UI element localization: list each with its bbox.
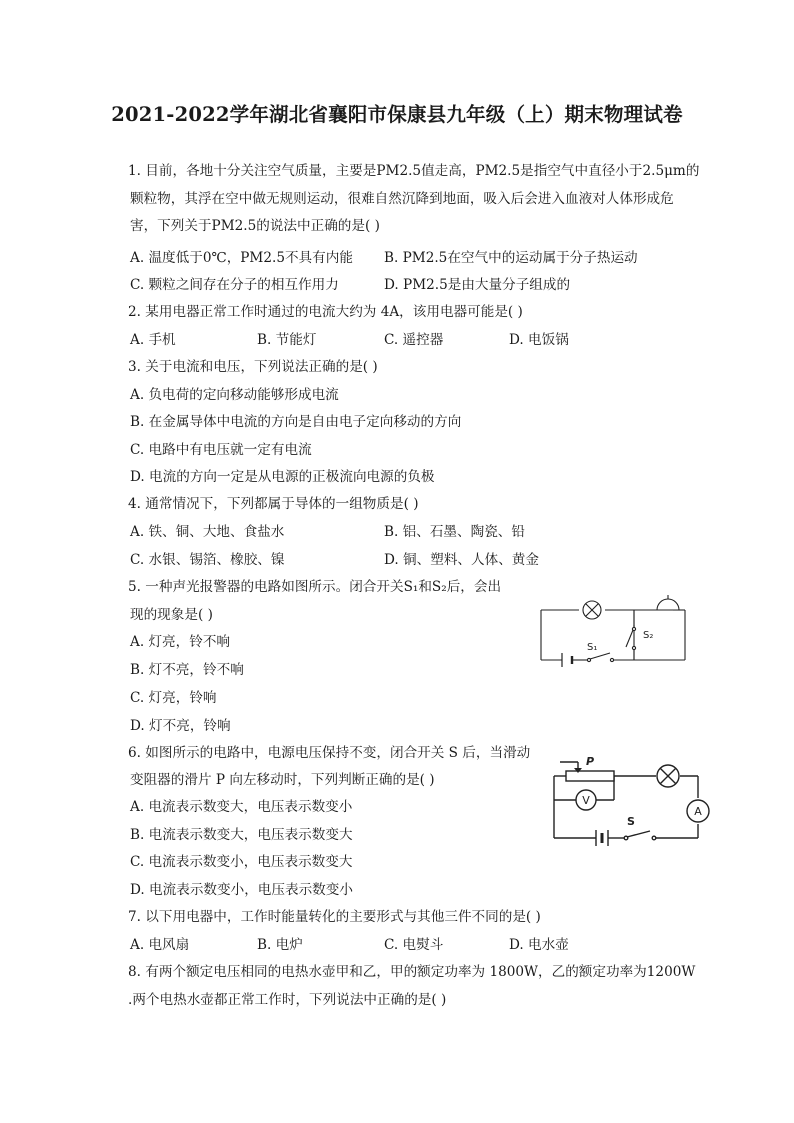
battery-icon bbox=[596, 830, 608, 846]
rheostat-icon bbox=[566, 771, 614, 781]
q6-stem-line1: 6. 如图所示的电路中，电源电压保持不变，闭合开关 S 后，当滑动 bbox=[128, 745, 531, 761]
lamp-icon bbox=[657, 765, 679, 787]
q1-stem-line1: 1. 目前，各地十分关注空气质量，主要是PM2.5值走高，PM2.5是指空气中直径小于2.5μm的 bbox=[128, 163, 700, 179]
q4-stem-line1: 4. 通常情况下，下列都属于导体的一组物质是( ) bbox=[128, 496, 419, 512]
q3-option-a: A. 负电荷的定向移动能够形成电流 bbox=[130, 387, 339, 403]
q3-option-b: B. 在金属导体中电流的方向是自由电子定向移动的方向 bbox=[130, 414, 462, 430]
q5-option-c: C. 灯亮，铃响 bbox=[130, 690, 217, 706]
q5-option-d: D. 灯不亮，铃响 bbox=[130, 718, 231, 734]
label-a: A bbox=[694, 805, 702, 818]
q5-option-a: A. 灯亮，铃不响 bbox=[130, 634, 231, 650]
q5-circuit-figure bbox=[535, 590, 695, 670]
bell-icon bbox=[657, 595, 679, 610]
q7-option-a: A. 电风扇 bbox=[130, 937, 190, 953]
q4-option-a: A. 铁、铜、大地、食盐水 bbox=[130, 524, 285, 540]
q2-option-d: D. 电饭锅 bbox=[509, 332, 569, 348]
lamp-icon bbox=[583, 601, 601, 619]
q1-option-c: C. 颗粒之间存在分子的相互作用力 bbox=[130, 277, 339, 293]
q2-stem-line1: 2. 某用电器正常工作时通过的电流大约为 4A，该用电器可能是( ) bbox=[128, 304, 523, 320]
q8-stem-line1: 8. 有两个额定电压相同的电热水壶甲和乙，甲的额定功率为 1800W，乙的额定功率为1200W bbox=[128, 964, 696, 980]
q6-option-b: B. 电流表示数变大，电压表示数变大 bbox=[130, 827, 353, 843]
q3-option-d: D. 电流的方向一定是从电源的正极流向电源的负极 bbox=[130, 469, 435, 485]
q7-option-b: B. 电炉 bbox=[257, 937, 303, 953]
q3-option-c: C. 电路中有电压就一定有电流 bbox=[130, 442, 312, 458]
switch-s-icon bbox=[624, 831, 656, 840]
q1-stem-line3: 害，下列关于PM2.5的说法中正确的是( ) bbox=[130, 218, 380, 234]
q6-circuit-figure bbox=[550, 752, 720, 852]
q2-option-b: B. 节能灯 bbox=[257, 332, 317, 348]
q1-option-d: D. PM2.5是由大量分子组成的 bbox=[384, 277, 571, 293]
q5-stem-line2: 现的现象是( ) bbox=[130, 607, 213, 623]
q1-option-b: B. PM2.5在空气中的运动属于分子热运动 bbox=[384, 250, 638, 266]
label-s2: S₂ bbox=[643, 630, 654, 641]
q4-option-c: C. 水银、锡箔、橡胶、镍 bbox=[130, 552, 285, 568]
label-s1: S₁ bbox=[587, 642, 598, 653]
ammeter-icon bbox=[687, 800, 709, 822]
q4-option-b: B. 铝、石墨、陶瓷、铅 bbox=[384, 524, 525, 540]
q5-option-b: B. 灯不亮，铃不响 bbox=[130, 662, 244, 678]
q7-stem-line1: 7. 以下用电器中，工作时能量转化的主要形式与其他三件不同的是( ) bbox=[128, 909, 541, 925]
label-s: S bbox=[627, 815, 635, 828]
q6-option-c: C. 电流表示数变小，电压表示数变大 bbox=[130, 854, 353, 870]
label-p: P bbox=[586, 755, 595, 768]
q7-option-c: C. 电熨斗 bbox=[384, 937, 444, 953]
voltmeter-icon bbox=[576, 790, 596, 810]
label-v: V bbox=[582, 794, 590, 807]
q6-stem-line2: 变阻器的滑片 P 向左移动时，下列判断正确的是( ) bbox=[130, 772, 435, 788]
page-title: 2021-2022学年湖北省襄阳市保康县九年级（上）期末物理试卷 bbox=[111, 103, 683, 126]
q3-stem-line1: 3. 关于电流和电压，下列说法正确的是( ) bbox=[128, 359, 378, 375]
q7-option-d: D. 电水壶 bbox=[509, 937, 569, 953]
battery-icon bbox=[562, 653, 572, 667]
q6-option-a: A. 电流表示数变大，电压表示数变小 bbox=[130, 799, 353, 815]
q6-option-d: D. 电流表示数变小，电压表示数变小 bbox=[130, 882, 353, 898]
switch-s1-icon bbox=[587, 653, 613, 662]
q2-option-c: C. 遥控器 bbox=[384, 332, 444, 348]
q5-stem-line1: 5. 一种声光报警器的电路如图所示。闭合开关S₁和S₂后，会出 bbox=[128, 579, 502, 595]
q8-stem-line2: .两个电热水壶都正常工作时，下列说法中正确的是( ) bbox=[128, 992, 447, 1008]
q4-option-d: D. 铜、塑料、人体、黄金 bbox=[384, 552, 539, 568]
q2-option-a: A. 手机 bbox=[130, 332, 176, 348]
q1-option-a: A. 温度低于0℃，PM2.5不具有内能 bbox=[130, 250, 353, 266]
q1-stem-line2: 颗粒物，其浮在空中做无规则运动，很难自然沉降到地面，吸入后会进入血液对人体形成危 bbox=[130, 191, 674, 207]
